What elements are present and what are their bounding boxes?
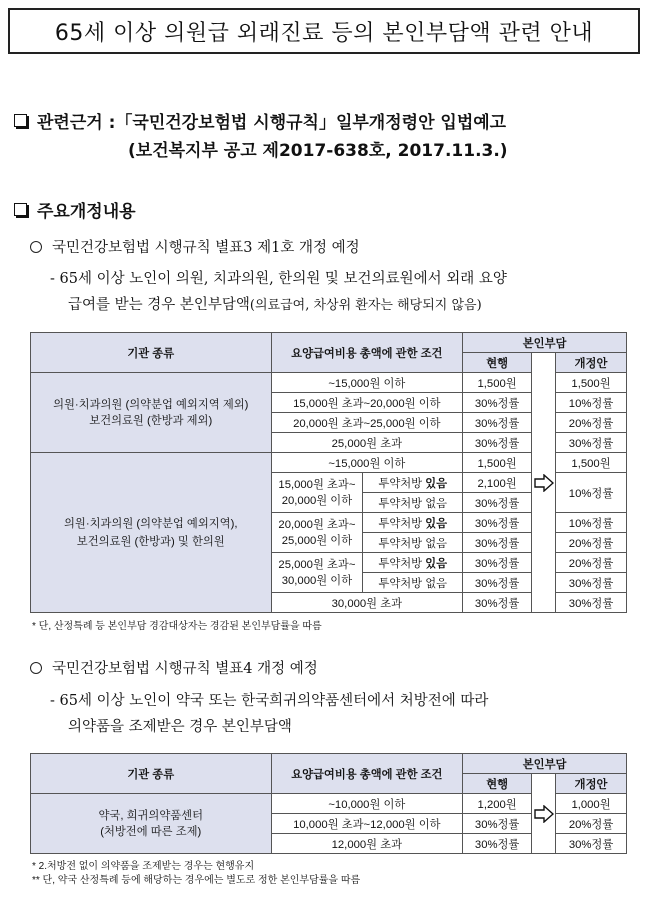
table2-note2: ** 단, 약국 산정특례 등에 해당하는 경우에는 별도로 정한 본인부담률을 따름 xyxy=(32,875,361,886)
table2-cell: 30%정률 xyxy=(556,834,627,854)
table2-cell: ~10,000원 이하 xyxy=(271,794,463,814)
table2 xyxy=(30,753,627,854)
table1-header-current: 현행 xyxy=(463,353,532,373)
table1-cell: 20,000원 초과~25,000원 이하 xyxy=(271,413,463,433)
table1-cell: 1,500원 xyxy=(463,373,532,393)
table1-header-org: 기관 종류 xyxy=(31,333,272,373)
table1-note: * 단, 산정특례 등 본인부담 경감대상자는 경감된 본인부담률을 따름 xyxy=(32,621,322,632)
table2-cell: 20%정률 xyxy=(556,814,627,834)
table1-cell: 투약처방 있음 xyxy=(363,553,463,573)
table1-cell: 20%정률 xyxy=(556,533,627,553)
table1-cell: ~15,000원 이하 xyxy=(271,373,463,393)
table1-cell: 20,000원 초과~ 25,000원 이하 xyxy=(271,513,363,553)
table1-cell: 10%정률 xyxy=(556,393,627,413)
table1-cell: 20%정률 xyxy=(556,413,627,433)
table1-cell: 10%정률 xyxy=(556,513,627,533)
table1-group1-org: 의원·치과의원 (의약분업 예외지역 제외) 보건의료원 (한방과 제외) xyxy=(31,373,272,453)
table1-cell: 15,000원 초과~20,000원 이하 xyxy=(271,393,463,413)
table1-cell: 투약처방 있음 xyxy=(363,473,463,493)
section1-bullet xyxy=(30,236,360,257)
table1-cell: 25,000원 초과 xyxy=(271,433,463,453)
basis-heading xyxy=(14,108,506,133)
table2-header-cond: 요양급여비용 총액에 관한 조건 xyxy=(271,754,463,794)
table2-header-self: 본인부담 xyxy=(463,754,627,774)
main-heading xyxy=(14,197,136,222)
table2-cell: 10,000원 초과~12,000원 이하 xyxy=(271,814,463,834)
section1-bullet-text: 국민건강보험법 시행규칙 별표3 제1호 개정 예정 xyxy=(52,240,360,256)
table1-cell: 30%정률 xyxy=(463,433,532,453)
section2-desc-line1: - 65세 이상 노인이 약국 또는 한국희귀의약품센터에서 처방전에 따라 xyxy=(50,693,489,709)
table1-cell: 30%정률 xyxy=(463,533,532,553)
table2-cell: 12,000원 초과 xyxy=(271,834,463,854)
table1-cell: 10%정률 xyxy=(556,473,627,513)
table1-group2-org: 의원·치과의원 (의약분업 예외지역), 보건의료원 (한방과) 및 한의원 xyxy=(31,453,272,613)
table1-cell: 30%정률 xyxy=(556,593,627,613)
table2-cell: 30%정률 xyxy=(463,814,532,834)
right-arrow-icon xyxy=(534,474,554,492)
section2-desc xyxy=(50,688,640,740)
table1-cell: 30%정률 xyxy=(463,593,532,613)
checkbox-square-icon xyxy=(14,114,27,127)
circle-bullet-icon xyxy=(30,241,42,253)
table2-cell: 30%정률 xyxy=(463,834,532,854)
table1-cell: 30%정률 xyxy=(463,413,532,433)
table1-cell: 30%정률 xyxy=(556,433,627,453)
table1-cell: 2,100원 xyxy=(463,473,532,493)
right-arrow-icon xyxy=(534,805,554,823)
table1-cell: 30,000원 초과 xyxy=(271,593,463,613)
main-heading-label: 주요개정내용 xyxy=(37,202,136,222)
table1-cell: 25,000원 초과~ 30,000원 이하 xyxy=(271,553,363,593)
section1-desc-paren: (의료급여, 차상위 환자는 해당되지 않음) xyxy=(249,298,482,313)
table2-cell: 1,200원 xyxy=(463,794,532,814)
table1-cell: 1,500원 xyxy=(556,453,627,473)
section1-desc xyxy=(50,266,640,319)
table2-arrow-column xyxy=(532,774,556,854)
table1-header-self: 본인부담 xyxy=(463,333,627,353)
table2-header-current: 현행 xyxy=(463,774,532,794)
section1-desc-line1: - 65세 이상 노인이 의원, 치과의원, 한의원 및 보건의료원에서 외래 요양 xyxy=(50,271,507,287)
table1-cell: 1,500원 xyxy=(556,373,627,393)
table1-cell: 투약처방 없음 xyxy=(363,573,463,593)
table1-cell: 20%정률 xyxy=(556,553,627,573)
table2-header-org: 기관 종류 xyxy=(31,754,272,794)
page-title: 65세 이상 의원급 외래진료 등의 본인부담액 관련 안내 xyxy=(8,8,640,54)
table1-cell: 1,500원 xyxy=(463,453,532,473)
table1-cell: ~15,000원 이하 xyxy=(271,453,463,473)
table1-cell: 투약처방 없음 xyxy=(363,533,463,553)
table1-cell: 투약처방 있음 xyxy=(363,513,463,533)
table2-org: 약국, 희귀의약품센터 (처방전에 따른 조제) xyxy=(31,794,272,854)
section2-desc-line2: 의약품을 조제받은 경우 본인부담액 xyxy=(68,719,292,735)
table1-cell: 30%정률 xyxy=(556,573,627,593)
table2-cell: 1,000원 xyxy=(556,794,627,814)
table1-cell: 30%정률 xyxy=(463,493,532,513)
section1-desc-line2: 급여를 받는 경우 본인부담액(의료급여, 차상위 환자는 해당되지 않음) xyxy=(68,297,482,313)
circle-bullet-icon xyxy=(30,662,42,674)
table1-cell: 30%정률 xyxy=(463,393,532,413)
checkbox-square-icon xyxy=(14,203,27,216)
section2-bullet xyxy=(30,657,318,678)
table1-header-cond: 요양급여비용 총액에 관한 조건 xyxy=(271,333,463,373)
section2-bullet-text: 국민건강보험법 시행규칙 별표4 개정 예정 xyxy=(52,661,318,677)
table1-cell: 투약처방 없음 xyxy=(363,493,463,513)
table1-cell: 30%정률 xyxy=(463,513,532,533)
table1-cell: 15,000원 초과~ 20,000원 이하 xyxy=(271,473,363,513)
table1-header-new: 개정안 xyxy=(556,353,627,373)
basis-reference: (보건복지부 공고 제2017-638호, 2017.11.3.) xyxy=(128,141,508,161)
table2-header-new: 개정안 xyxy=(556,774,627,794)
table1-arrow-column xyxy=(532,353,556,613)
table1-cell: 30%정률 xyxy=(463,553,532,573)
table2-note1: * 2.처방전 없이 의약품을 조제받는 경우는 현행유지 xyxy=(32,861,255,872)
table1-cell: 30%정률 xyxy=(463,573,532,593)
basis-label: 관련근거 :「국민건강보험법 시행규칙」일부개정령안 입법예고 xyxy=(37,113,507,133)
table1 xyxy=(30,332,627,613)
